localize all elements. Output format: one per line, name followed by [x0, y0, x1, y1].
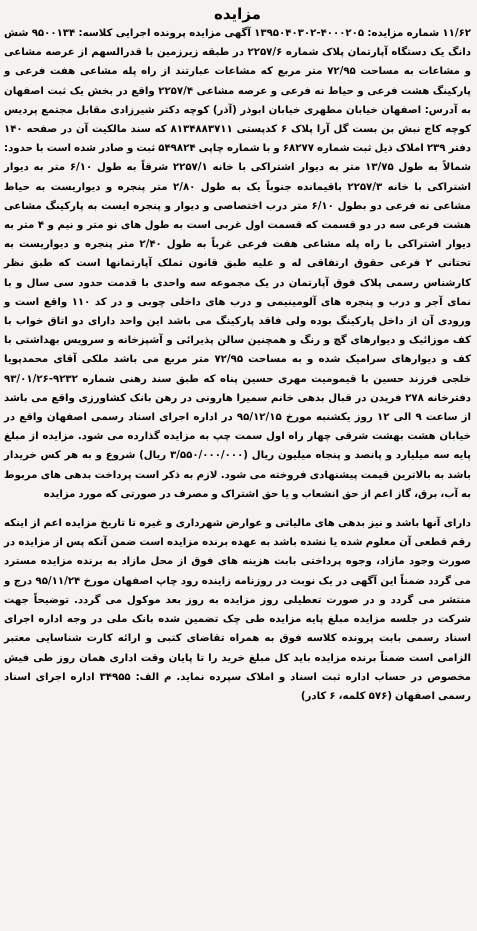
- notice-paragraph-1: ۱۱/۶۲ شماره مزایده: ۴۰۰۰۲۰۵-۱۳۹۵۰۴۰۳۰۲ آگهی مزایده پرونده اجرایی کلاسه: ۹۵۰۰۱۳۴ شش دانگ یک دستگاه آپارتمان پلاک شماره ۲۲۵۷/۶ در طبقه زیرزمین با قدرالسهم از عرصه مشاعی و مشاعات به مساحت ۷۲/۹۵ متر مربع که مشاعات عبارتند از راه پله مشاعی هفت فرعی و پارکینگ هشت فرعی و حیاط نه فرعی و عرصه مشاعی ۲۲۵۷/۴ واقع در بخش یک ثبت اصفهان به آدرس: اصفهان خیابان مطهری خیابان ابوذر (آذر) کوچه دکتر شیرزادی مقابل مجتمع پردیس کوچه کاج نبش بن بست گل آرا پلاک ۶ کدپستی ۸۱۳۴۸۸۳۷۱۱ که سند مالکیت آن در صفحه ۱۴۰ دفتر ۲۳۹ املاک ذیل ثبت شماره ۶۸۲۷۷ و با شماره چاپی ۵۴۹۸۲۴ ثبت و صادر شده است با حدود: شمالاً به طول ۱۳/۷۵ متر به دیوار اشتراکی با خانه ۲۲۵۷/۱ شرقاً به طول ۶/۱۰ متر به دیوار اشتراکی با خانه ۲۲۵۷/۳ باقیمانده جنوباً یک به طول ۲/۸۰ متر پنجره و دیواریست به حیاط مشاعی نه فرعی دو بطول ۶/۱۰ متر درب اختصاصی و دیوار و پنجره ایست به پارکینگ مشاعی هشت فرعی سه در دو قسمت که قسمت اول غربی است به طول های نو متر و نیم و ۴ متر به دیوار اشتراکی با راه پله مشاعی هفت فرعی غرباً به طول ۲/۴۰ متر پنجره و دیواریست به تحتانی ۲ فرعی حقوق ارتفاقی له و علیه طبق قانون تملک آپارتمانها است که طبق نظر کارشناس رسمی پلاک فوق آپارتمان در یک مجموعه سه واحدی با قدمت حدود سی سال و با نمای آجر و درب و پنجره های آلومینیمی و درب های داخلی چوبی و در کد ۱۱۰ واقع است و ورودی آن از داخل پارکینگ بوده ولی فاقد پارکینگ می باشد این واحد دارای دو اتاق خواب با کف موزائیک و دیوارهای گچ و رنگ و همچنین سالن پذیرائی و آشپزخانه و سرویس بهداشتی با کف و دیوارهای سرامیک شده و به مساحت ۷۲/۹۵ متر مربع می باشد ملکی آقای محمدپویا خلجی فرزند حسین با قیمومیت مهری حسین پناه که طبق سند رهنی شماره ۹۲۳۲-۹۳/۰۱/۲۶ دفترخانه ۲۷۸ فریدن در قبال بدهی خانم سمیرا هارونی در رهن بانک کشاورزی واقع می باشد از ساعت ۹ الی ۱۲ روز یکشنبه مورخ ۹۵/۱۲/۱۵ در اداره اجرای اسناد رسمی اصفهان واقع در خیابان هشت بهشت شرقی چهار راه اول سمت چپ به مزایده گذارده می شود. مزایده از مبلغ پایه سه میلیارد و پانصد و پنجاه میلیون ریال (۳/۵۵۰/۰۰۰/۰۰۰ ریال) شروع و به هر کس خریدار باشد به بالاترین قیمت پیشنهادی فروخته می شود. لازم به ذکر است پرداخت بدهی های مربوط به آب، برق، گاز اعم از حق انشعاب و یا حق اشتراک و مصرف در صورتی که مورد مزایده: [4, 28, 472, 500]
- notice-title: مزایده: [214, 5, 261, 23]
- notice-paragraph-2: دارای آنها باشد و نیز بدهی های مالیاتی و عوارض شهرداری و غیره تا تاریخ مزایده اعم از اینکه رقم قطعی آن معلوم شده یا نشده باشد به عهده برنده مزایده است ضمن آنکه پس از مزایده در صورت وجود مازاد، وجوه پرداختی بابت هزینه های فوق از محل مازاد به برنده مزایده مسترد می گردد ضمناً این آگهی در یک نوبت در روزنامه زاینده رود چاپ اصفهان مورخ ۹۵/۱۱/۲۴ درج و منتشر می گردد و در صورت تعطیلی روز مزایده به روز بعد موکول می گردد. توضیحاً جهت شرکت در جلسه مزایده مبلغ پایه مزایده طی چک تضمین شده بانک ملی در وجه اداره اجرای اسناد رسمی بابت پرونده کلاسه فوق به همراه تقاضای کتبی و ارائه کارت شناسایی معتبر الزامی است ضمناً برنده مزایده باید کل مبلغ خرید را تا پایان وقت اداری همان روز طی فیش مخصوص در حساب اداره ثبت اسناد و املاک سپرده نماید. م الف: ۳۴۹۵۵ اداره اجرای اسناد رسمی اصفهان (۵۷۶ کلمه، ۶ کادر): [4, 518, 471, 702]
- notice-body: [4, 24, 471, 706]
